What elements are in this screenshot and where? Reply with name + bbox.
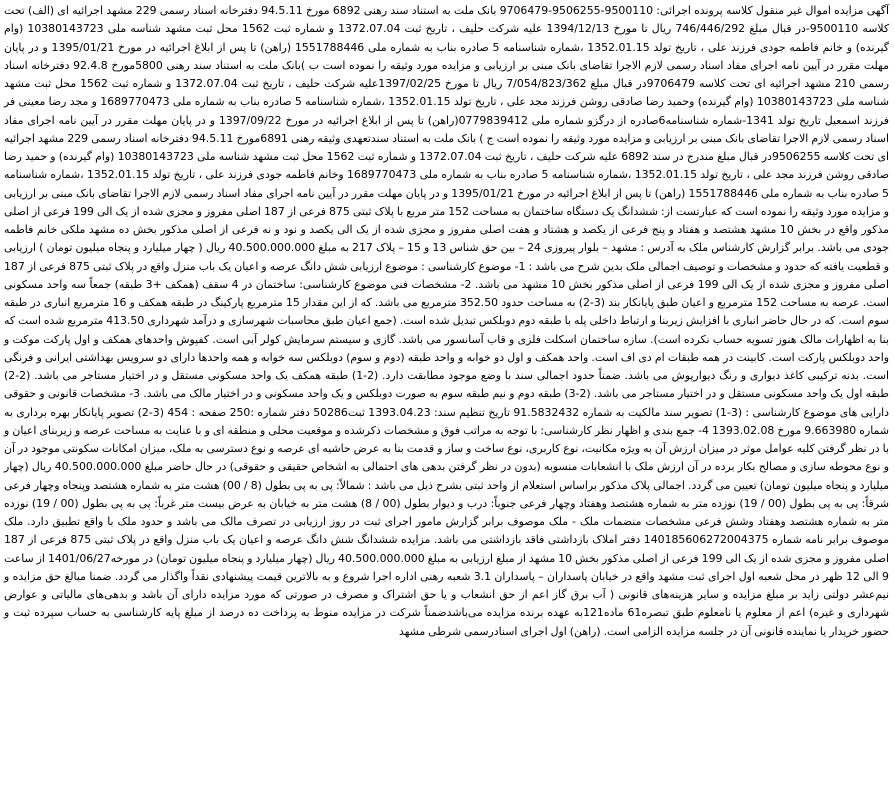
auction-notice-text: آگهی مزایده اموال غیر منقول کلاسه پرونده اجرائی: 9500110-9506255-9706479 بانک ملت به استناد سند رهنی 6892 مورخ 94.5.11 دفترخانه اسناد رسمی 229 مشهد اجرائیه ای (الف) تحت کلاسه 9500110-در قبال مبلغ 746/446/292 ریال تا مورخ 1394/12/13 علیه شرکت حلیف ، تاریخ ثبت 1372.07.04 و شماره ثبت 1562 محل ثبت مشهد شناسه ملی 10380143723 (وام گیرنده) و خانم فاطمه جودی فرزند علی ، تاریخ تولد 1352.01.15 ،شماره شناسنامه 5 صادره بناب به شماره ملی 1551788446 (راهن) تا پس از ابلاغ اجرائیه در مورخ 1395/01/21 و در پایان مهلت مقرر در آیین نامه اجرای مفاد اسناد رسمی لازم الاجرا تقاضای بانک مبنی بر ارزیابی و مزایده مورد وثیقه را نموده است ب )بانک ملت به استناد سند رهنی 5800مورخ 92.4.8 دفترخانه اسناد رسمی 210 مشهد اجرائیه ای تحت کلاسه 9706479در قبال مبلغ 7/054/823/362 ریال تا مورخ 1397/02/25علیه شرکت حلیف ، تاریخ ثبت 1372.07.04 و شماره ثبت 1562 محل ثبت مشهد شناسه ملی 10380143723 (وام گیرنده) وحمید رضا صادقی روشن فرزند مجد علی ، تاریخ تولد 1352.01.15 ،شماره شناسنامه 5 صادره بناب به شماره ملی 1689770473 و مجد رضا معینی فر فرزند اسمعیل تاریخ تولد 1341-شماره شناسنامه6صادره از درگزو شماره ملی 0779839412(راهن) تا پس از ابلاغ اجرائیه در مورخ 1397/09/22 و در پایان مهلت مقرر در آیین نامه اجرای مفاد اسناد رسمی لازم الاجرا تقاضای بانک مبنی بر ارزیابی و مزایده مورد وثیقه را نموده است ج ) بانک ملت به استناد سندتعهدی وثیقه رهنی 6891مورخ 94.5.11 دفترخانه اسناد رسمی 229 مشهد اجرائیه ای تحت کلاسه 9506255در قبال مبلغ مندرج در سند 6892 علیه شرکت حلیف ، تاریخ ثبت 1372.07.04 و شماره ثبت 1562 محل ثبت مشهد شناسه ملی 10380143723 (وام گیرنده) و حمید رضا صادقی روشن فرزند مجد علی ، تاریخ تولد 1352.01.15 ،شماره شناسنامه 5 صادره بناب به شماره ملی 1689770473 وخانم فاطمه جودی فرزند علی ، تاریخ تولد 1352.01.15 ،شماره شناسنامه 5 صادره بناب به شماره ملی 1551788446 (راهن) تا پس از ابلاغ اجرائیه در مورخ 1395/01/21 و در پایان مهلت مقرر در آیین نامه اجرای مفاد اسناد رسمی لازم الاجرا تقاضای بانک مبنی بر ارزیابی و مزایده مورد وثیقه را نموده است که عبارتست از: ششدانگ یک دستگاه ساختمان به مساحت 152 متر مربع با پلاک ثبتی 875 فرعی از 187 اصلی مفروز و مجزی شده از یک الی 199 فرعی از اصلی مذکور واقع در بخش 10 مشهد هشتصد و هفتاد و پنج فرعی از یکصد و هشتاد و هفت اصلی مفروز و مجزی شده از یک الی یکصد و نود و نه فرعی از اصلی مذکور بخش ده مشهد ملکی خانم فاطمه جودی می باشد. برابر گزارش کارشناس ملک به آدرس : مشهد – بلوار پیروزی 24 – بین حق شناس 13 و 15 – پلاک 217 به مبلغ 40.500.000.000 ریال ( چهار میلیارد و پنجاه میلیون تومان ) ارزیابی و قطعیت یافته که حدود و مشخصات و توصیف اجمالی ملک بدین شرح می باشد : 1- موضوع کارشناسی : موضوع ارزیابی شش دانگ عرصه و اعیان یک باب منزل واقع در پلاک ثبتی 875 فرعی از 187 اصلی مفروز و مجزی شده از یک الی 199 فرعی از اصلی مذکور بخش 10 مشهد می باشد. 2- مشخصات فنی موضوع کارشناسی: ساختمان در 4 سقف (همکف +3 طبقه) جمعاً سه واحد مسکونی است. عرصه به مساحت 152 مترمربع و اعیان طبق پایانکار بند (3-2) به مساحت حدود 352.50 مترمربع می باشد. که از این مقدار 15 مترمربع پارکینگ در طبقه همکف و 16 مترمربع انباری در طبقه سوم است. که در حال حاضر انباری با افزایش زیربنا و ارتباط داخلی پله با طبقه دوم دوبلکس تبدیل شده است. (جمع اعیان طبق محاسبات شهرسازی و درآمد شهرداری 413.50 مترمربع شده است که بنا به اظهارات مالک هنوز تسویه حساب نکرده است). سازه ساختمان اسکلت فلزی و قاب آسانسور می باشد. گازی و سیستم سرمایش کولر آبی است. کفپوش واحدهای همکف و اول پارکت موکت و واحد دوبلکس پارکت است. کابینت در همه طبقات ام دی اف است. واحد همکف و اول دو خوابه و واحد طبقه (دوم و سوم) دوبلکس سه خوابه و همه واحدها دارای دو سرویس بهداشتی ایرانی و فرنگی است. بدنه ترکیبی کاغذ دیواری و رنگ دیوارپوش می باشد. ضمناً حدود اجمالی سند با وضع موجود مطابقت دارد. (2-1) طبقه همکف یک واحد مسکونی مستقل و در اختیار مستاجر می باشد. (2-2) طبقه اول یک واحد مسکونی مستقل و در اختیار مستاجر می باشد. (2-3) طبقه دوم و نیم طبقه سوم به صورت دوبلکس و یک واحد مسکونی و در اختیار مالک می باشد. 3- مشخصات قانونی و حقوقی دارایی های موضوع کارشناسی : (3-1) تصویر سند مالکیت به شماره 91.5832432 تاریخ تنظیم سند: 1393.04.23 ثبت50286 دفتر شماره :250 صفحه : 454 (3-2) تصویر پایانکار بهره برداری به شماره 9.663980 مورخ 1393.02.08 4- جمع بندی و اظهار نظر کارشناسی: با توجه به مراتب فوق و مشخصات ذکرشده و موقعیت محلی و منطقه ای و با عنایت به مساحت عرصه و زیربنای اعیان و با در نظر گرفتن کلیه عوامل موثر در میزان ارزش آن به ویژه مکانیت، نوع کاربری، نوع ساخت و ساز و قدمت بنا به عرض حاشیه ای عرصه و نوع دسترسی به ملک، میزان امکانات سکونتی موجود در آن و نوع محوطه سازی و مصالح بکار برده در آن ارزش ملک با انشعابات منسوبه (بدون در نظر گرفتن بدهی های احتمالی به اشخاص حقیقی و حقوقی) در حال حاضر مبلغ 40.500.000.000 ریال (چهار میلیارد و پنجاه میلیون تومان) تعیین می گردد. اجمالی پلاک مذکور براساس استعلام از واحد ثبتی بشرح ذیل می باشد : شمالاً: پی به پی بطول (8 / 00) هشت متر به شماره هشتصد وپنجاه وچهار فرعی شرقاً: پی به پی بطول (00 / 19) نوزده متر به شماره هشتصد وهفتاد وچهار فرعی جنوباً: درب و دیوار بطول (00 / 8) هشت متر به خیابان به عرض بیست متر غرباً: پی به پی بطول (00 / 19) نوزده متر به شماره هشتصد وهفتاد وشش فرعی مشخصات منضمات ملک - ملک موصوف برابر گزارش مامور اجرای ثبت در روز ارزیابی در تصرف مالک می باشد و حدود ملک با واقع تطبیق دارد. ملک موصوف برابر نامه شماره 140185606272004375 دفتر املاک بازداشتی فاقد بازداشتی می باشد. مزایده ششدانگ شش دانگ عرصه و اعیان یک باب منزل واقع در پلاک ثبتی 875 فرعی از 187 اصلی مفروز و مجزی شده از یک الی 199 فرعی از اصلی مذکور بخش 10 مشهد از مبلغ ارزیابی به مبلغ 40.500.000.000 ریال (چهار میلیارد و پنجاه میلیون تومان) در مورخه1401/06/27 از ساعت 9 الی 12 ظهر در محل شعبه اول اجرای ثبت مشهد واقع در خیابان پاسداران – پاسداران 3.1 شعبه رهنی اداره اجرا شروع و به بالاترین قیمت پیشنهادی نقداً واگذار می گردد. ضمنا مبالغ حق مزایده و نیم‌عشر دولتی زاید بر مبلغ مزایده و سایر هزینه‌های قانونی ( آب برق گاز اعم از حق انشعاب و یا حق اشتراک و مصرف در صورتی که مورد مزایده دارای آن باشد و بدهی‌های مالیاتی و عوارض شهرداری و غیره) اعم از معلوم یا نامعلوم طبق تبصره61 ماده121به عهده برنده مزایده می‌باشدضمناً شرکت در مزایده منوط به پرداخت ده درصد از مبلغ پایه کارشناسی به حساب سپرده ثبت و حضور خریدار یا نماینده قانونی آن در جلسه مزایده الزامی است. (راهن) اول اجرای اسنادرسمی شرطی مشهد bbox=[4, 4, 890, 638]
